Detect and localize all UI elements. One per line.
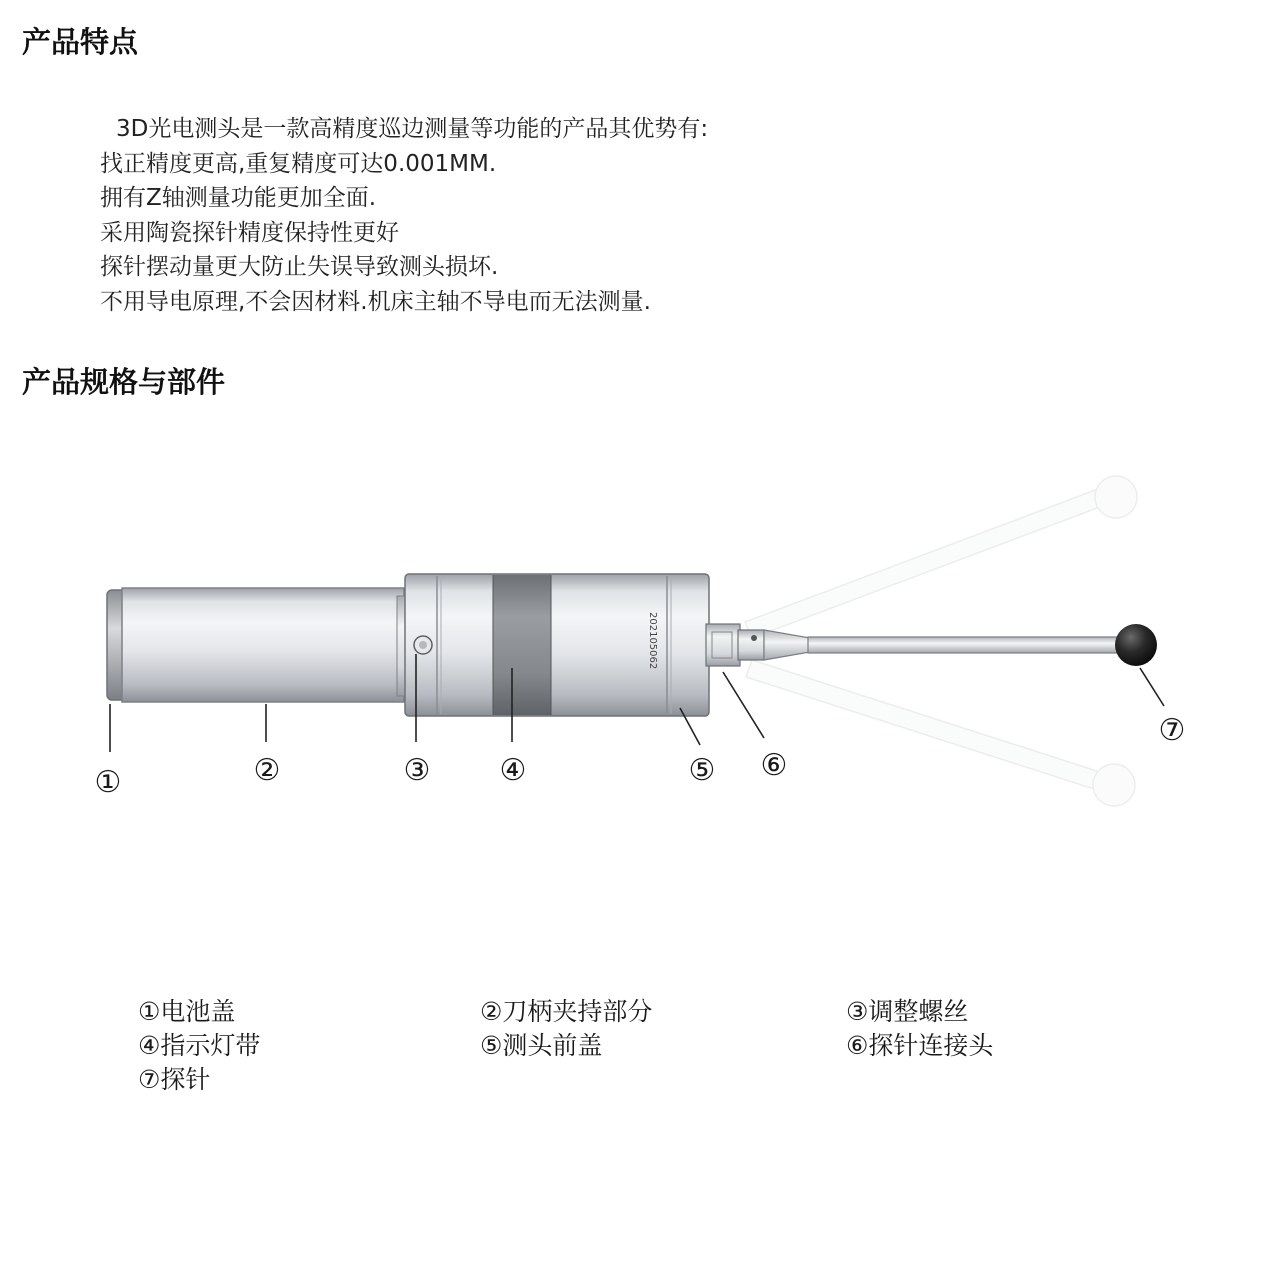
callout-7: ⑦ (1158, 713, 1186, 748)
stylus-connector (706, 624, 810, 666)
intro-line: 3D光电测头是一款高精度巡边测量等功能的产品其优势有: (116, 116, 709, 142)
callout-4: ④ (499, 753, 527, 788)
legend-item: ①电池盖 (138, 997, 236, 1026)
callout-6: ⑥ (760, 748, 788, 783)
legend-item: ④指示灯带 (138, 1031, 261, 1060)
shank (122, 588, 404, 702)
legend-item: ⑤测头前盖 (480, 1031, 603, 1060)
parts-legend (0, 990, 1278, 1100)
callout-5: ⑤ (688, 753, 716, 788)
intro-line: 探针摆动量更大防止失误导致测头损坏. (100, 254, 499, 280)
ghost-stylus-upper (745, 476, 1137, 638)
callout-1: ① (94, 765, 122, 800)
features-text (100, 112, 708, 319)
callout-2: ② (253, 753, 281, 788)
intro-line: 不用导电原理,不会因材料.机床主轴不导电而无法测量. (100, 288, 651, 315)
probe-body (405, 574, 709, 716)
intro-line: 找正精度更高,重复精度可达0.001MM. (100, 150, 497, 177)
stylus-ball (1115, 624, 1157, 666)
legend-item: ⑥探针连接头 (846, 1031, 994, 1060)
indicator-band (493, 575, 551, 715)
callout-3: ③ (403, 753, 431, 788)
serial-number: 202105062 (647, 612, 658, 670)
ghost-stylus-lower (746, 660, 1135, 806)
intro-line: 采用陶瓷探针精度保持性更好 (100, 219, 399, 246)
intro-line: 拥有Z轴测量功能更加全面. (100, 185, 377, 211)
adjust-screw (414, 636, 432, 654)
stylus-shaft (808, 637, 1126, 653)
section-title-features: 产品特点 (22, 25, 139, 59)
probe-diagram (0, 440, 1278, 840)
legend-item: ②刀柄夹持部分 (480, 997, 653, 1026)
section-title-specs: 产品规格与部件 (22, 365, 226, 399)
legend-item: ③调整螺丝 (846, 997, 969, 1026)
legend-item: ⑦探针 (138, 1065, 211, 1094)
